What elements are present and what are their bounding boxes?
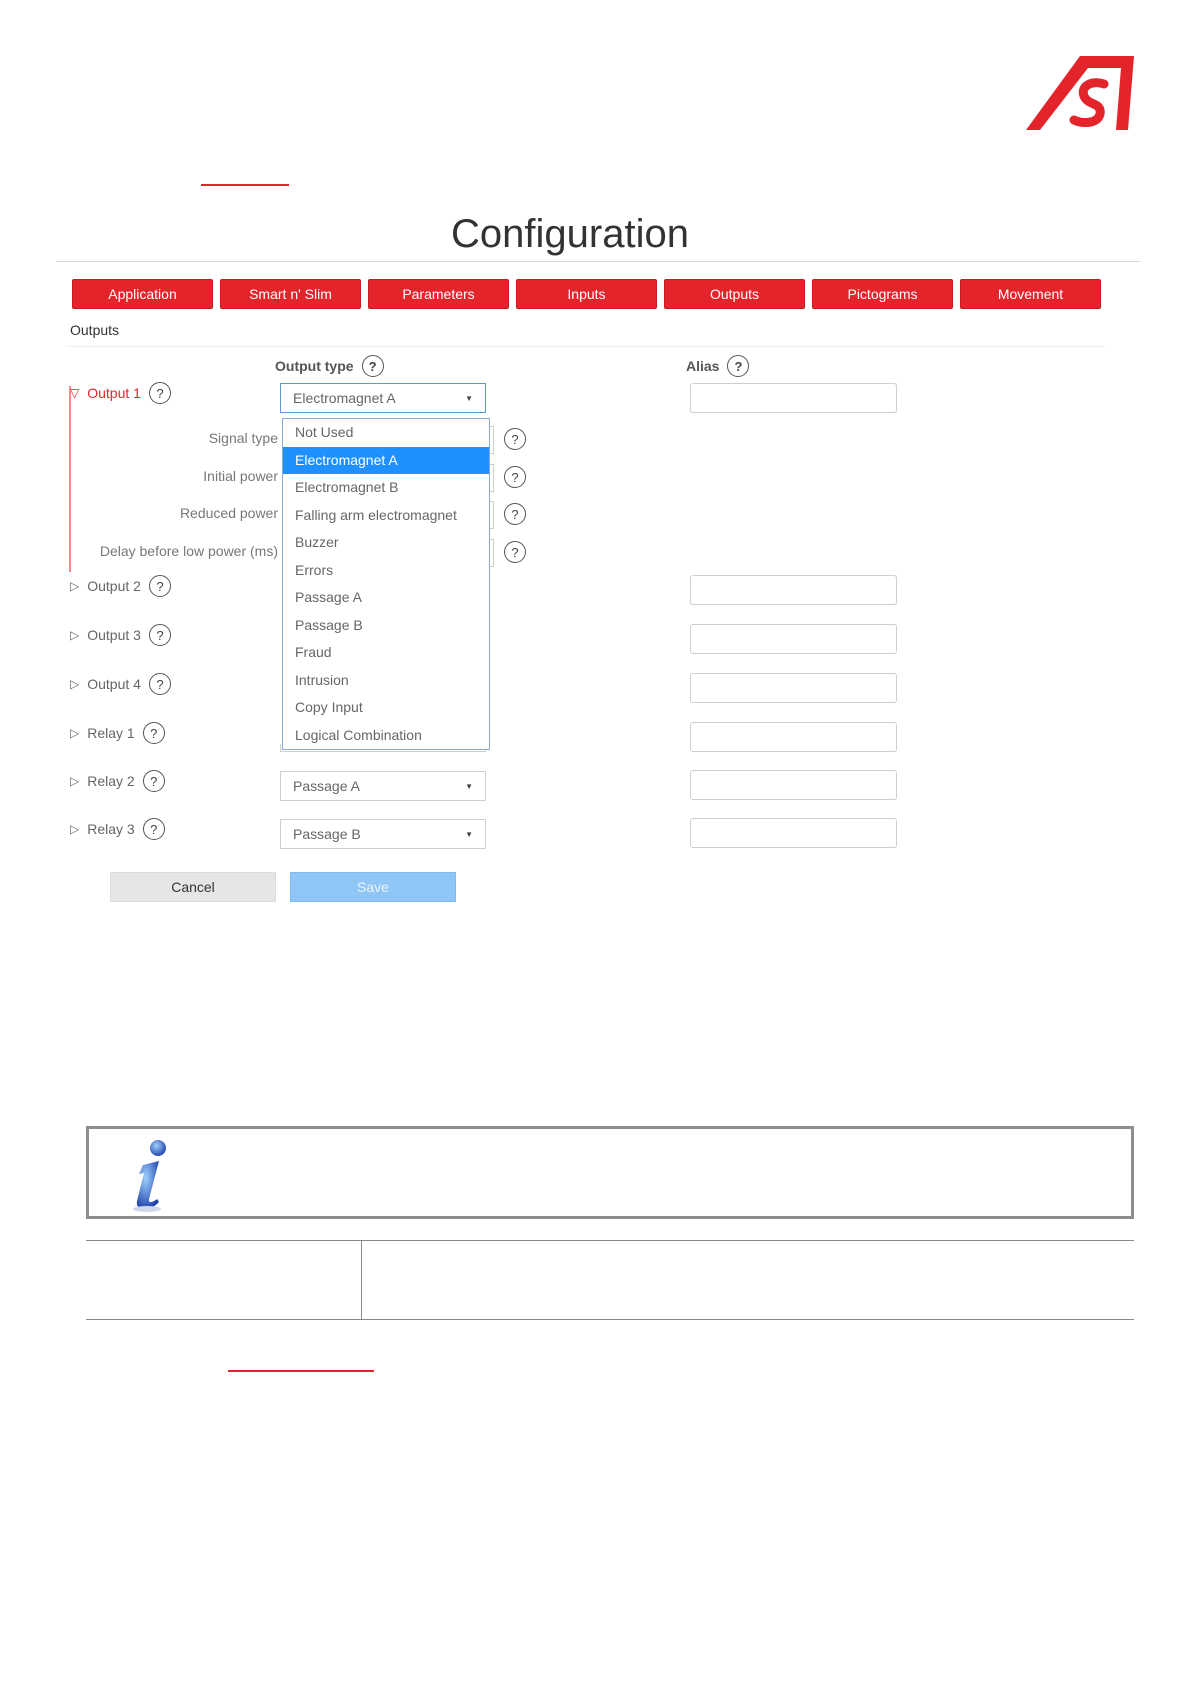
row-relay-3[interactable]: [70, 818, 165, 840]
help-icon[interactable]: ?: [149, 382, 171, 404]
tab-application[interactable]: Application: [72, 279, 213, 309]
expand-right-icon: ▷: [70, 774, 80, 788]
relay-1-alias-input[interactable]: [690, 722, 897, 752]
relay-2-alias-input[interactable]: [690, 770, 897, 800]
dropdown-option[interactable]: Intrusion: [295, 671, 349, 688]
row-label: Relay 2: [87, 773, 135, 789]
section-label: Outputs: [70, 322, 120, 338]
table-top-border: [86, 1240, 1134, 1241]
relay-2-type-select[interactable]: [280, 771, 486, 801]
dropdown-option[interactable]: Not Used: [295, 424, 354, 440]
dropdown-option[interactable]: Buzzer: [295, 534, 339, 550]
output-1-type-select[interactable]: [280, 383, 486, 413]
footer-underline: [228, 1370, 374, 1372]
row-label: Relay 3: [87, 821, 135, 837]
expand-right-icon: ▷: [70, 726, 80, 740]
row-label: Output 1: [87, 385, 141, 401]
as-logo: [1016, 52, 1136, 132]
dropdown-option[interactable]: Copy Input: [295, 699, 363, 715]
help-icon[interactable]: ?: [504, 503, 526, 525]
select-value: Passage B: [293, 826, 361, 842]
tab-bar: [72, 279, 1101, 309]
output-type-header: [275, 355, 384, 377]
help-icon[interactable]: ?: [149, 624, 171, 646]
row-label: Relay 1: [87, 725, 135, 741]
tab-inputs[interactable]: Inputs: [516, 279, 657, 309]
select-value: Electromagnet A: [293, 390, 396, 406]
row-output-3[interactable]: [70, 624, 171, 646]
section-divider: [66, 346, 1106, 347]
signal-type-label: Signal type: [208, 430, 278, 446]
select-value: Passage A: [293, 778, 360, 794]
output-type-label: Output type: [275, 358, 354, 374]
output-type-dropdown: [282, 418, 490, 750]
help-icon[interactable]: ?: [362, 355, 384, 377]
help-icon[interactable]: ?: [143, 770, 165, 792]
delay-label: Delay before low power (ms): [99, 543, 278, 559]
page-title: Configuration: [451, 212, 689, 256]
tab-smart-n-slim[interactable]: Smart n' Slim: [220, 279, 361, 309]
expand-right-icon: ▷: [70, 579, 80, 593]
row-relay-2[interactable]: [70, 770, 165, 792]
row-label: Output 3: [87, 627, 141, 643]
alias-label: Alias: [686, 358, 720, 374]
title-divider: [56, 261, 1140, 262]
output-3-alias-input[interactable]: [690, 624, 897, 654]
help-icon[interactable]: ?: [504, 428, 526, 450]
help-icon[interactable]: ?: [504, 541, 526, 563]
expand-right-icon: ▷: [70, 628, 80, 642]
row-label: Output 2: [87, 578, 141, 594]
caret-down-icon: ▼: [465, 829, 473, 839]
cancel-button[interactable]: Cancel: [110, 872, 276, 902]
expand-right-icon: ▷: [70, 822, 80, 836]
dropdown-option[interactable]: Electromagnet B: [295, 479, 399, 495]
info-icon: [129, 1139, 173, 1218]
help-icon[interactable]: ?: [504, 466, 526, 488]
help-icon[interactable]: ?: [143, 818, 165, 840]
initial-power-label: Initial power: [203, 468, 278, 484]
output-4-alias-input[interactable]: [690, 673, 897, 703]
save-button[interactable]: Save: [290, 872, 456, 902]
alias-header: [686, 355, 749, 377]
tab-outputs[interactable]: Outputs: [664, 279, 805, 309]
dropdown-option[interactable]: Fraud: [295, 644, 332, 660]
row-output-4[interactable]: [70, 673, 171, 695]
reduced-power-label: Reduced power: [179, 505, 278, 521]
row-relay-1[interactable]: [70, 722, 165, 744]
caret-down-icon: ▼: [465, 393, 473, 403]
output-2-alias-input[interactable]: [690, 575, 897, 605]
relay-3-alias-input[interactable]: [690, 818, 897, 848]
expand-right-icon: ▷: [70, 677, 80, 691]
dropdown-option-selected[interactable]: Electromagnet A: [283, 447, 489, 475]
tab-parameters[interactable]: Parameters: [368, 279, 509, 309]
table-column-divider: [361, 1240, 362, 1319]
caret-down-icon: ▼: [465, 781, 473, 791]
header-underline: [201, 184, 289, 186]
row-label: Output 4: [87, 676, 141, 692]
help-icon[interactable]: ?: [727, 355, 749, 377]
dropdown-option[interactable]: Errors: [295, 561, 334, 578]
dropdown-option[interactable]: Falling arm electromagnet: [295, 506, 457, 523]
tab-pictograms[interactable]: Pictograms: [812, 279, 953, 309]
row-output-2[interactable]: [70, 575, 171, 597]
help-icon[interactable]: ?: [149, 575, 171, 597]
help-icon[interactable]: ?: [143, 722, 165, 744]
dropdown-option[interactable]: Passage A: [295, 589, 362, 605]
relay-3-type-select[interactable]: [280, 819, 486, 849]
row-output-1[interactable]: [70, 382, 171, 404]
dropdown-option[interactable]: Passage B: [295, 616, 363, 633]
help-icon[interactable]: ?: [149, 673, 171, 695]
output-1-alias-input[interactable]: [690, 383, 897, 413]
tab-movement[interactable]: Movement: [960, 279, 1101, 309]
expand-down-icon: ▽: [70, 386, 80, 400]
table-bottom-border: [86, 1319, 1134, 1320]
dropdown-option[interactable]: Logical Combination: [295, 726, 422, 743]
info-box: [86, 1126, 1134, 1219]
